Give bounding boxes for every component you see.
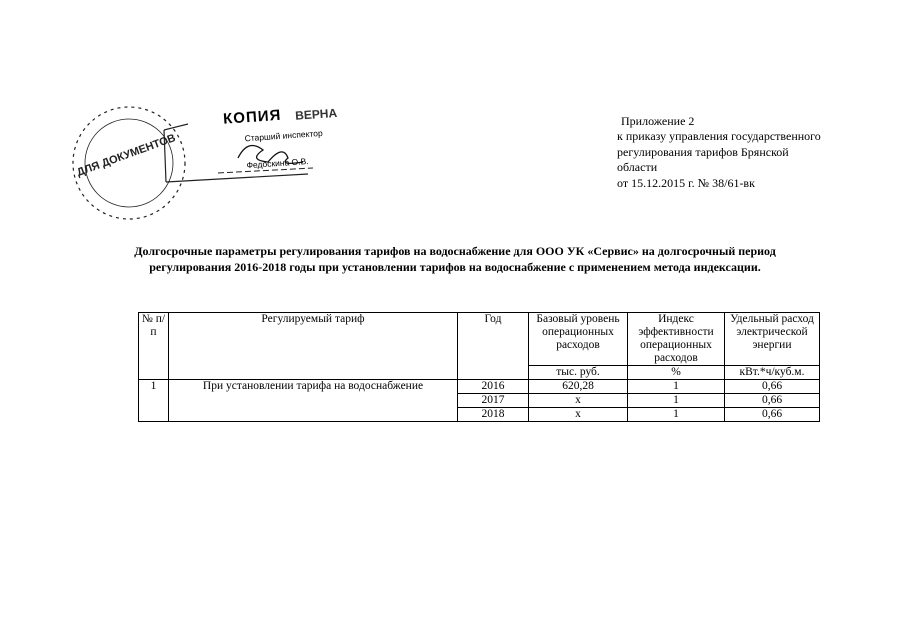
- stamp-name: Федоскина О.В.: [246, 155, 309, 171]
- header-year: Год: [458, 313, 529, 380]
- row-index: 1: [628, 408, 725, 422]
- row-energy: 0,66: [725, 380, 820, 394]
- header-tariff: Регулируемый тариф: [169, 313, 458, 380]
- title-line-1: Долгосрочные параметры регулирования тарифов на водоснабжение для ООО УК «Сервис» на долгосрочный период: [134, 244, 776, 258]
- row-energy: 0,66: [725, 394, 820, 408]
- row-energy: 0,66: [725, 408, 820, 422]
- header-energy: Удельный расход электрической энергии: [725, 313, 820, 366]
- appendix-line-3: регулирования тарифов Брянской: [617, 144, 789, 159]
- appendix-line-1: Приложение 2: [621, 114, 695, 128]
- table-header-row: [139, 313, 820, 366]
- row-num: 1: [139, 380, 169, 422]
- stamp-box: [163, 104, 367, 180]
- document-title: [100, 243, 810, 275]
- unit-energy: кВт.*ч/куб.м.: [725, 366, 820, 380]
- row-base: 620,28: [529, 380, 628, 394]
- appendix-line-5: от 15.12.2015 г. № 38/61-вк: [617, 175, 755, 190]
- appendix-line-2: к приказу управления государственного: [617, 129, 821, 144]
- stamp-circle-text: ДЛЯ ДОКУМЕНТОВ: [75, 132, 178, 179]
- header-index: Индекс эффективности операционных расходов: [628, 313, 725, 366]
- stamp-true-label: ВЕРНА: [294, 105, 338, 123]
- unit-index: %: [628, 366, 725, 380]
- row-year: 2017: [458, 394, 529, 408]
- parameters-table: [138, 312, 820, 422]
- appendix-block: [617, 114, 887, 191]
- row-tariff: При установлении тарифа на водоснабжение: [169, 380, 458, 422]
- unit-base: тыс. руб.: [529, 366, 628, 380]
- appendix-line-4: области: [617, 160, 658, 175]
- row-index: 1: [628, 380, 725, 394]
- title-line-2: регулирования 2016-2018 годы при установлении тарифов на водоснабжение с применением метода индексации.: [149, 260, 761, 274]
- header-num: № п/п: [139, 313, 169, 380]
- copy-stamp: [68, 100, 338, 230]
- table-row: [139, 380, 820, 394]
- row-index: 1: [628, 394, 725, 408]
- stamp-inspector: Старший инспектор: [244, 127, 323, 144]
- stamp-copy-label: КОПИЯ: [222, 106, 282, 128]
- row-base: х: [529, 394, 628, 408]
- row-year: 2016: [458, 380, 529, 394]
- row-year: 2018: [458, 408, 529, 422]
- header-base: Базовый уровень операционных расходов: [529, 313, 628, 366]
- row-base: х: [529, 408, 628, 422]
